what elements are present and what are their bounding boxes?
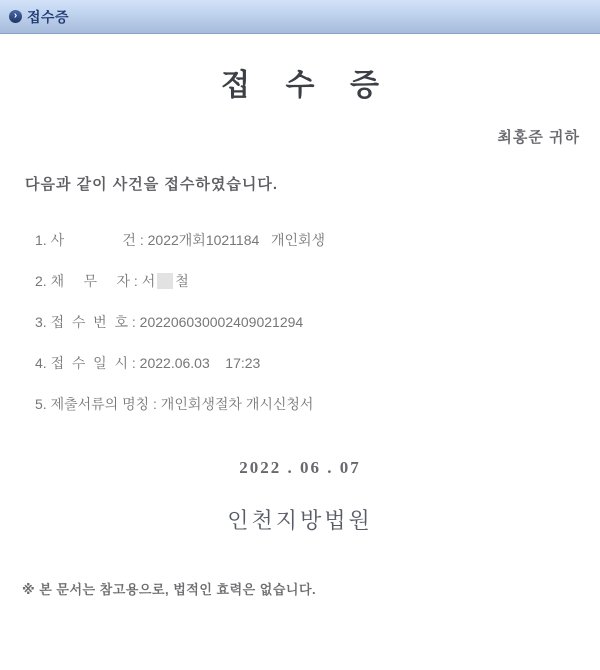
receipt-number-line: 3. 접 수 번 호 : 202206030002409021294 (35, 314, 304, 330)
receipt-document (0, 34, 600, 598)
case-number-line: 1. 사 건 : 2022개회1021184 개인회생 (35, 232, 326, 248)
issue-date: 2022 . 06 . 07 (239, 458, 361, 477)
recipient-line: 최홍준 귀하 (497, 129, 580, 146)
document-title: 접 수 증 (221, 69, 393, 102)
debtor-line (0, 271, 600, 291)
chevron-right-circle-icon: › (9, 10, 22, 23)
page-header-title: 접수증 (27, 8, 70, 25)
court-name: 인천지방법원 (227, 508, 373, 533)
footnote: ※ 본 문서는 참고용으로, 법적인 효력은 없습니다. (22, 582, 317, 597)
item-list (0, 230, 600, 414)
receipt-datetime-line: 4. 접 수 일 시 : 2022.06.03 17:23 (35, 355, 261, 371)
redacted-text (157, 273, 173, 289)
document-name-line: 5. 제출서류의 명칭 : 개인회생절차 개시신청서 (35, 396, 314, 412)
debtor-line-prefix: 2. 채 무 자 : 서 (35, 273, 156, 289)
intro-line: 다음과 같이 사건을 접수하였습니다. (25, 176, 279, 193)
page-header (0, 0, 600, 34)
debtor-line-suffix: 철 (175, 273, 189, 289)
